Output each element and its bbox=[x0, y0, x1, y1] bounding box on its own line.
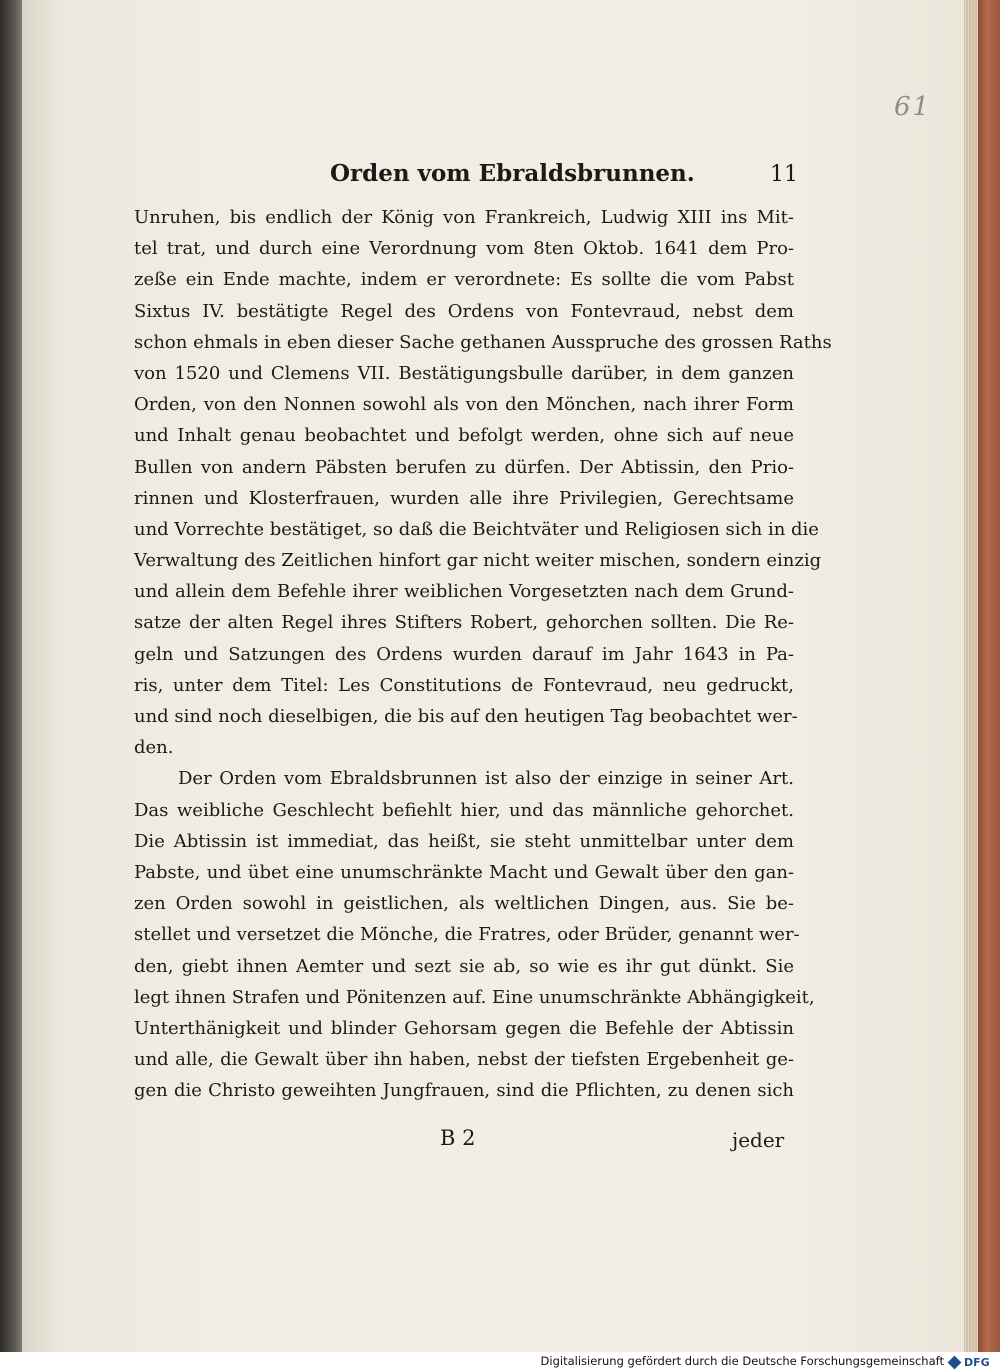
paragraph-first-line: Der Orden vom Ebraldsbrunnen ist also der einzige in seiner Art. bbox=[178, 768, 794, 790]
text-line: Die Abtissin ist immediat, das heißt, sie steht unmittelbar unter dem bbox=[134, 830, 794, 852]
text-line: Bullen von andern Päbsten berufen zu dürfen. Der Abtissin, den Prio- bbox=[134, 456, 794, 478]
text-line: Das weibliche Geschlecht befiehlt hier, und das männliche gehorchet. bbox=[134, 799, 794, 821]
text-line: rinnen und Klosterfrauen, wurden alle ihre Privilegien, Gerechtsame bbox=[134, 487, 794, 509]
text-line: Pabste, und übet eine unumschränkte Macht und Gewalt über den gan- bbox=[134, 861, 794, 883]
text-line: Verwaltung des Zeitlichen hinfort gar nicht weiter mischen, sondern einzig bbox=[134, 550, 822, 572]
book-binding bbox=[0, 0, 24, 1372]
text-line: schon ehmals in eben dieser Sache gethanen Ausspruche des grossen Raths bbox=[134, 331, 832, 353]
text-line: gen die Christo geweihten Jungfrauen, sind die Pflichten, zu denen sich bbox=[134, 1080, 794, 1102]
body-text bbox=[134, 202, 832, 1106]
signature-mark: B 2 bbox=[440, 1126, 476, 1150]
text-line: und sind noch dieselbigen, die bis auf den heutigen Tag beobachtet wer- bbox=[134, 706, 798, 727]
text-line: den. bbox=[134, 737, 174, 759]
dfg-logo-text: DFG bbox=[964, 1355, 990, 1369]
text-line: satze der alten Regel ihres Stifters Robert, gehorchen sollten. Die Re- bbox=[134, 612, 794, 634]
text-line: Orden, von den Nonnen sowohl als von den Mönchen, nach ihrer Form bbox=[134, 394, 794, 416]
running-head: Orden vom Ebraldsbrunnen. bbox=[330, 160, 695, 187]
text-line: geln und Satzungen des Ordens wurden darauf im Jahr 1643 in Pa- bbox=[134, 643, 794, 665]
text-line: und Vorrechte bestätiget, so daß die Beichtväter und Religiosen sich in die bbox=[134, 518, 819, 540]
catchword: jeder bbox=[732, 1128, 785, 1152]
dfg-logo bbox=[948, 1355, 996, 1369]
text-line: legt ihnen Strafen und Pönitenzen auf. Eine unumschränkte Abhängigkeit, bbox=[134, 986, 815, 1008]
funding-credit: Digitalisierung gefördert durch die Deutsche Forschungsgemeinschaft bbox=[540, 1354, 944, 1368]
text-line: und allein dem Befehle ihrer weiblichen Vorgesetzten nach dem Grund- bbox=[134, 581, 794, 603]
text-line: den, giebt ihnen Aemter und sezt sie ab, so wie es ihr gut dünkt. Sie bbox=[134, 955, 794, 977]
text-line: zen Orden sowohl in geistlichen, als weltlichen Dingen, aus. Sie be- bbox=[134, 893, 794, 915]
text-line: Unterthänigkeit und blinder Gehorsam gegen die Befehle der Abtissin bbox=[134, 1017, 794, 1039]
text-line: Unruhen, bis endlich der König von Frankreich, Ludwig XIII ins Mit- bbox=[134, 207, 794, 228]
footer-bar bbox=[0, 1352, 1000, 1372]
text-line: von 1520 und Clemens VII. Bestätigungsbulle darüber, in dem ganzen bbox=[134, 362, 794, 384]
text-line: tel trat, und durch eine Verordnung vom 8ten Oktob. 1641 dem Pro- bbox=[134, 238, 794, 260]
pencil-folio-number: 61 bbox=[894, 92, 932, 122]
text-line: zeße ein Ende machte, indem er verordnete: Es sollte die vom Pabst bbox=[134, 269, 794, 291]
book-cover-edge bbox=[978, 0, 1000, 1352]
text-line: ris, unter dem Titel: Les Constitutions de Fontevraud, neu gedruckt, bbox=[134, 674, 794, 696]
text-line: Sixtus IV. bestätigte Regel des Ordens von Fontevraud, nebst dem bbox=[134, 300, 794, 322]
page-number: 11 bbox=[770, 162, 798, 187]
text-line: stellet und versetzet die Mönche, die Fratres, oder Brüder, genannt wer- bbox=[134, 924, 800, 946]
dfg-logo-icon bbox=[948, 1355, 962, 1369]
text-line: und alle, die Gewalt über ihn haben, nebst der tiefsten Ergebenheit ge- bbox=[134, 1049, 794, 1071]
text-line: und Inhalt genau beobachtet und befolgt werden, ohne sich auf neue bbox=[134, 425, 794, 447]
